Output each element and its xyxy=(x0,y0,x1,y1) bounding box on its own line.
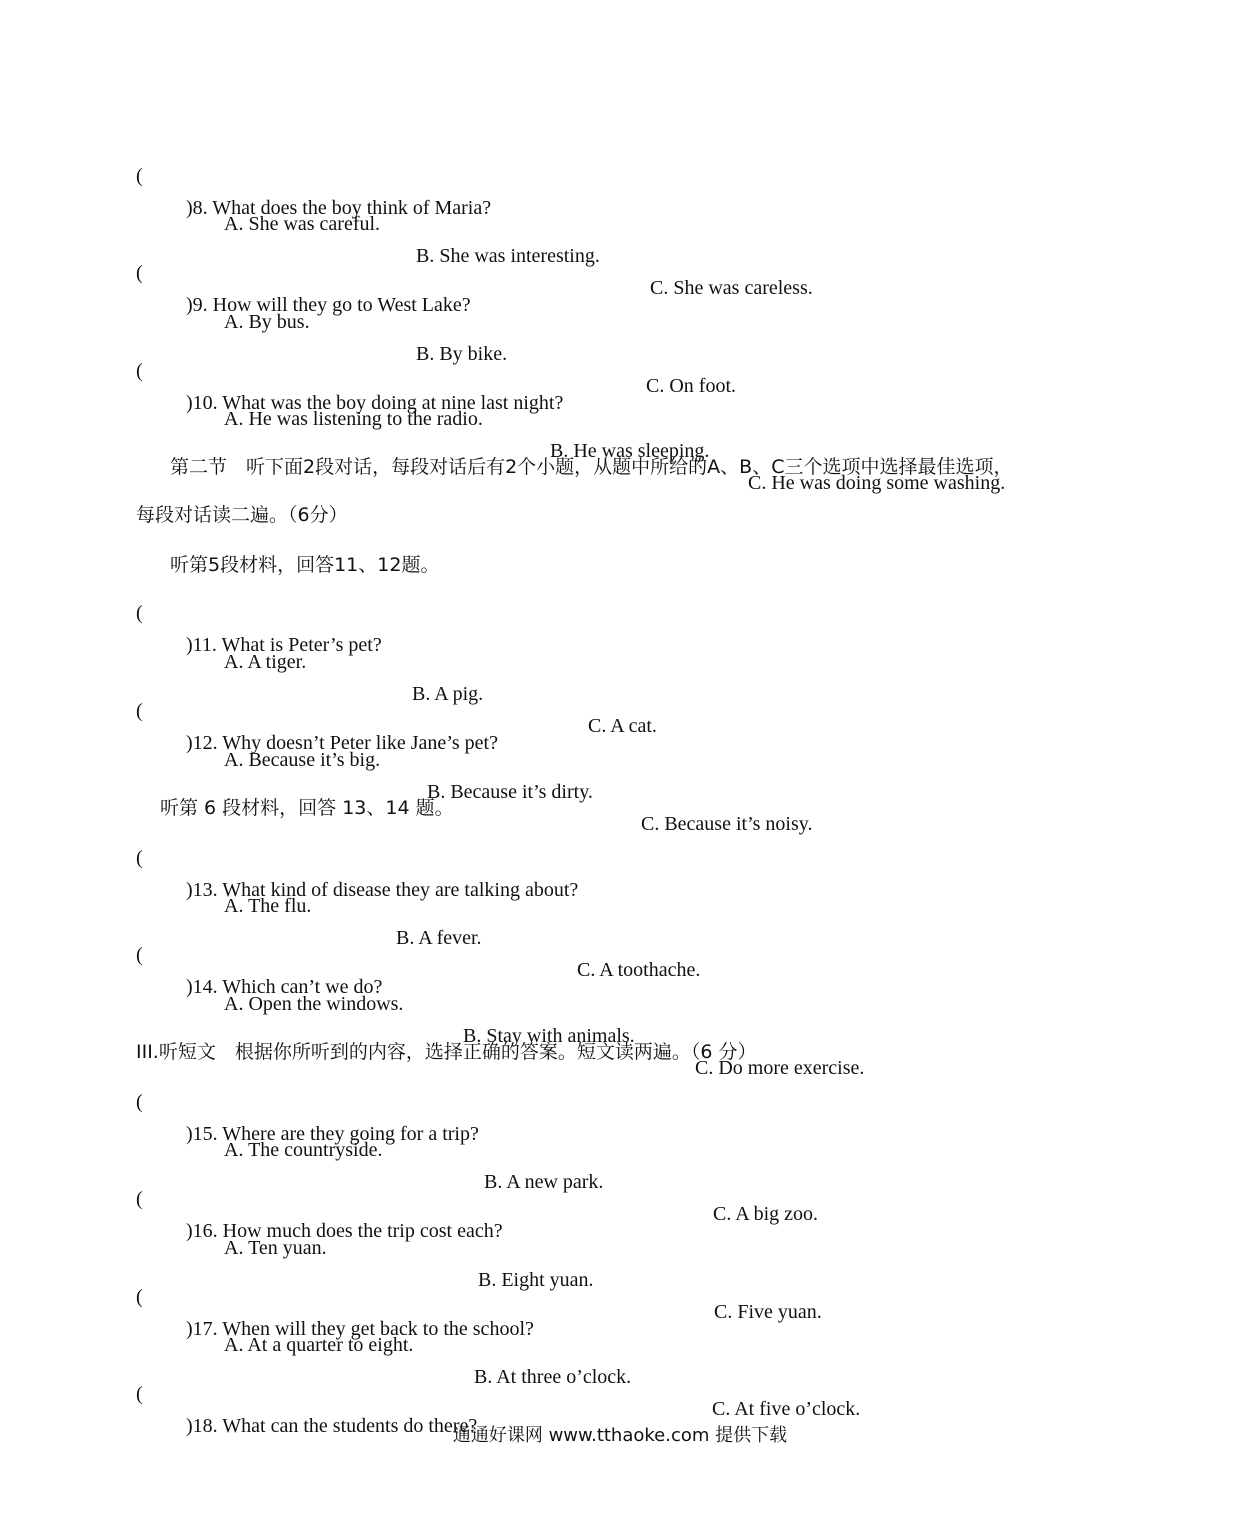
answer-blank[interactable]: ( xyxy=(136,1286,143,1308)
option-a: A. By bus. xyxy=(224,311,310,333)
option-c: C. Do more exercise. xyxy=(695,1057,865,1079)
question-13 xyxy=(0,810,1240,901)
option-b: B. A pig. xyxy=(412,683,484,705)
question-text: )11. What is Peter’s pet? xyxy=(186,634,382,656)
question-text: )13. What kind of disease they are talking about? xyxy=(186,879,579,901)
question-text: )16. How much does the trip cost each? xyxy=(186,1220,503,1242)
options-9 xyxy=(0,274,1240,397)
question-text: )14. Which can’t we do? xyxy=(186,976,383,998)
options-17 xyxy=(0,1297,1240,1420)
option-b: B. By bike. xyxy=(416,343,508,365)
question-11 xyxy=(0,565,1240,656)
question-text: )9. How will they go to West Lake? xyxy=(186,294,471,316)
option-a: A. Because it’s big. xyxy=(224,749,381,771)
question-15 xyxy=(0,1054,1240,1145)
section-2-heading-line2: 每段对话读二遍。（6分） xyxy=(136,504,348,526)
answer-blank[interactable]: ( xyxy=(136,262,143,284)
option-a: A. He was listening to the radio. xyxy=(224,408,483,430)
dialog-6-instruction xyxy=(0,760,1240,819)
question-text: )15. Where are they going for a trip? xyxy=(186,1123,479,1145)
answer-blank[interactable]: ( xyxy=(136,1091,143,1113)
options-11 xyxy=(0,614,1240,737)
section-3-heading xyxy=(0,1004,1240,1063)
options-15 xyxy=(0,1102,1240,1225)
option-c: C. Five yuan. xyxy=(714,1301,822,1323)
question-text: )12. Why doesn’t Peter like Jane’s pet? xyxy=(186,732,498,754)
option-a: A. The flu. xyxy=(224,895,312,917)
option-c: C. Because it’s noisy. xyxy=(641,813,813,835)
answer-blank[interactable]: ( xyxy=(136,700,143,722)
question-text: )10. What was the boy doing at nine last night? xyxy=(186,392,564,414)
option-b: B. Stay with animals. xyxy=(463,1025,635,1047)
section-3-heading-text: III.听短文 根据你所听到的内容，选择正确的答案。短文读两遍。（6 分） xyxy=(136,1041,757,1063)
dialog-5-instruction xyxy=(0,517,1240,576)
section-2-heading-line1: 第二节 听下面2段对话，每段对话后有2个小题，从题中所给的A、B、C三个选项中选择最佳选项， xyxy=(170,456,1013,478)
option-c: C. A big zoo. xyxy=(713,1203,819,1225)
option-a: A. At a quarter to eight. xyxy=(224,1334,414,1356)
option-c: C. She was careless. xyxy=(650,277,813,299)
option-b: B. A fever. xyxy=(396,927,482,949)
option-a: A. She was careful. xyxy=(224,213,381,235)
option-a: A. Open the windows. xyxy=(224,993,404,1015)
option-c: C. At five o’clock. xyxy=(712,1398,861,1420)
option-c: C. On foot. xyxy=(646,375,736,397)
question-text: )18. What can the students do there? xyxy=(186,1415,478,1437)
answer-blank[interactable]: ( xyxy=(136,360,143,382)
option-c: C. He was doing some washing. xyxy=(748,472,1006,494)
options-13 xyxy=(0,858,1240,981)
dialog-6-text: 听第 6 段材料，回答 13、14 题。 xyxy=(160,797,454,819)
answer-blank[interactable]: ( xyxy=(136,847,143,869)
option-b: B. Because it’s dirty. xyxy=(427,781,593,803)
question-text: )17. When will they get back to the school? xyxy=(186,1318,534,1340)
option-c: C. A toothache. xyxy=(577,959,701,981)
option-b: B. At three o’clock. xyxy=(474,1366,632,1388)
option-b: B. He was sleeping. xyxy=(550,440,710,462)
dialog-5-text: 听第5段材料，回答11、12题。 xyxy=(170,554,440,576)
option-a: A. A tiger. xyxy=(224,651,307,673)
answer-blank[interactable]: ( xyxy=(136,1383,143,1405)
options-16 xyxy=(0,1200,1240,1323)
option-b: B. She was interesting. xyxy=(416,245,600,267)
option-a: A. Ten yuan. xyxy=(224,1237,327,1259)
option-b: B. A new park. xyxy=(484,1171,604,1193)
option-a: A. The countryside. xyxy=(224,1139,383,1161)
section-2-heading-cont xyxy=(0,467,1240,526)
answer-blank[interactable]: ( xyxy=(136,165,143,187)
question-8 xyxy=(0,128,1240,219)
page-footer: 通通好课网 www.tthaoke.com 提供下载 xyxy=(452,1425,788,1446)
answer-blank[interactable]: ( xyxy=(136,602,143,624)
options-8 xyxy=(0,176,1240,299)
option-c: C. A cat. xyxy=(588,715,657,737)
question-text: )8. What does the boy think of Maria? xyxy=(186,197,492,219)
option-b: B. Eight yuan. xyxy=(478,1269,594,1291)
answer-blank[interactable]: ( xyxy=(136,1188,143,1210)
section-2-heading xyxy=(0,419,1240,478)
answer-blank[interactable]: ( xyxy=(136,944,143,966)
